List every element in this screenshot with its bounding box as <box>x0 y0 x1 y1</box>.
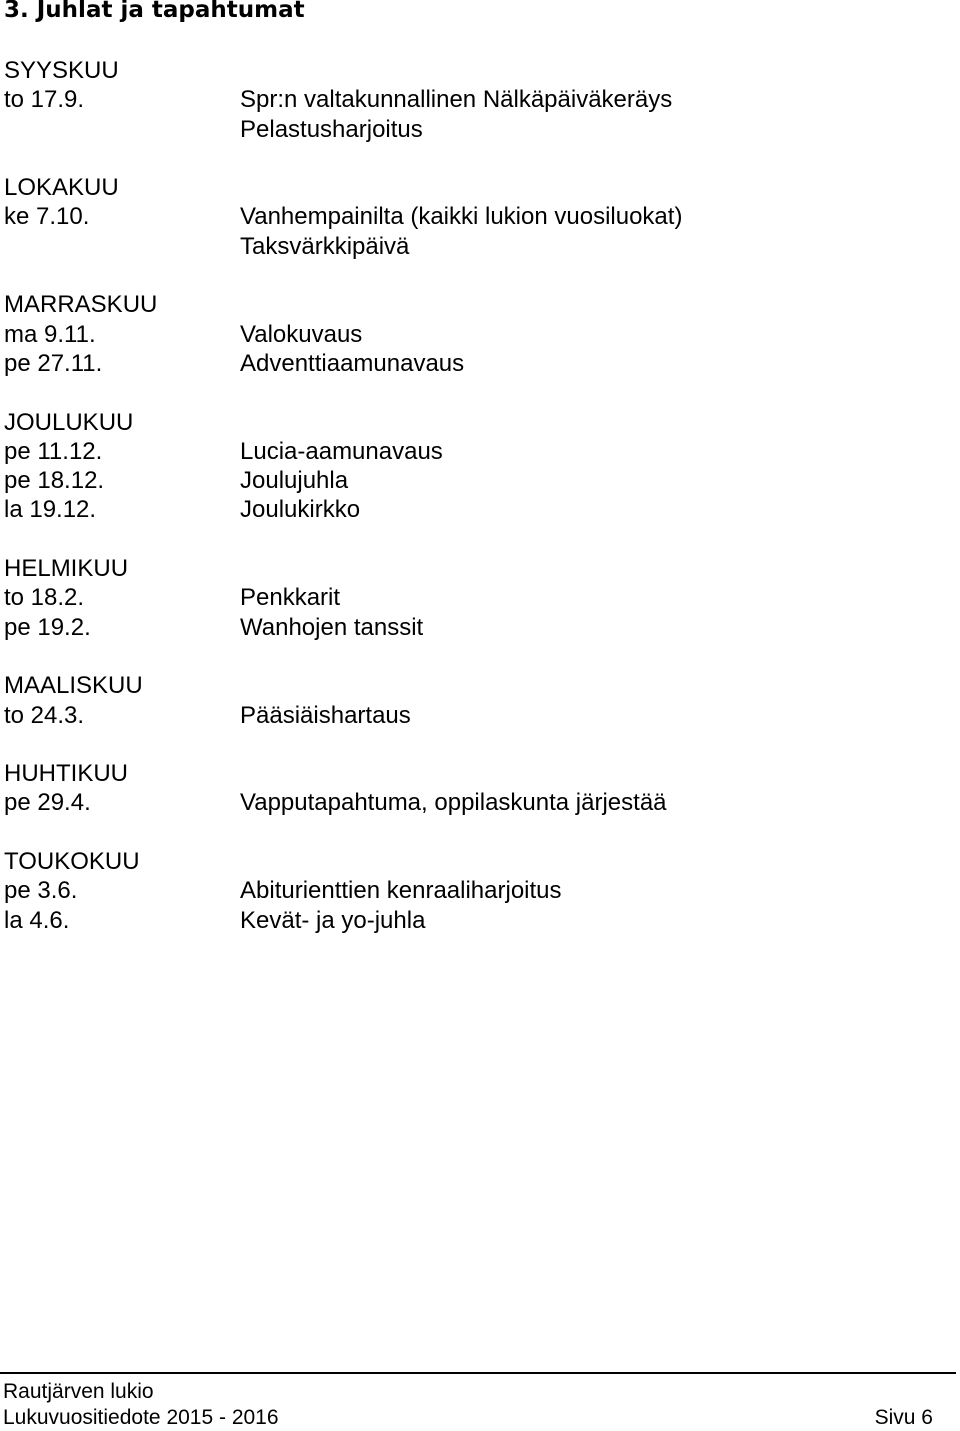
event-row <box>4 613 944 642</box>
event-date: pe 27.11. <box>4 349 103 377</box>
month-name: MARRASKUU <box>4 291 158 319</box>
event-row <box>4 788 944 817</box>
month-block <box>4 671 944 730</box>
event-title: Pääsiäishartaus <box>240 701 411 729</box>
month-block <box>4 56 944 144</box>
event-date: to 24.3. <box>4 701 85 729</box>
month-name: HUHTIKUU <box>4 760 128 788</box>
month-block <box>4 759 944 818</box>
event-row <box>4 232 944 261</box>
event-title: Pelastusharjoitus <box>240 115 423 143</box>
event-row <box>4 115 944 144</box>
event-title: Kevät- ja yo-juhla <box>240 906 426 934</box>
event-row <box>4 320 944 349</box>
footer-page-number: Sivu 6 <box>874 1406 933 1429</box>
event-row <box>4 85 944 114</box>
month-name: MAALISKUU <box>4 672 143 700</box>
month-block <box>4 554 944 642</box>
section-heading: 3. Juhlat ja tapahtumat <box>4 0 305 23</box>
month-name: SYYSKUU <box>4 57 119 84</box>
event-row <box>4 202 944 231</box>
event-title: Valokuvaus <box>240 320 363 348</box>
event-date: ma 9.11. <box>4 320 96 348</box>
event-date: pe 11.12. <box>4 437 103 465</box>
event-row <box>4 583 944 612</box>
footer-school: Rautjärven lukio <box>3 1380 154 1403</box>
event-date: to 17.9. <box>4 86 85 114</box>
event-date: pe 3.6. <box>4 877 78 905</box>
event-date: pe 18.12. <box>4 467 105 495</box>
event-title: Abiturienttien kenraaliharjoitus <box>240 877 562 905</box>
event-date: la 4.6. <box>4 906 70 934</box>
footer-school-line <box>3 1379 933 1405</box>
month-name: HELMIKUU <box>4 555 129 583</box>
footer-divider <box>0 1372 956 1374</box>
month-name: JOULUKUU <box>4 408 134 436</box>
footer-publication-line <box>3 1405 933 1431</box>
event-title: Wanhojen tanssit <box>240 613 424 641</box>
event-title: Vapputapahtuma, oppilaskunta järjestää <box>240 789 667 817</box>
event-date: pe 19.2. <box>4 613 91 641</box>
page-footer <box>3 1379 933 1431</box>
event-title: Taksvärkkipäivä <box>240 232 410 260</box>
event-date: pe 29.4. <box>4 789 91 817</box>
event-date: ke 7.10. <box>4 203 90 231</box>
event-row <box>4 701 944 730</box>
event-title: Adventtiaamunavaus <box>240 349 465 377</box>
month-block <box>4 290 944 378</box>
month-block <box>4 408 944 525</box>
event-title: Vanhempainilta (kaikki lukion vuosiluokat) <box>240 203 683 231</box>
event-row <box>4 466 944 495</box>
month-block <box>4 847 944 935</box>
event-row <box>4 437 944 466</box>
event-row <box>4 349 944 378</box>
event-date: la 19.12. <box>4 496 97 524</box>
month-name: TOUKOKUU <box>4 848 140 876</box>
event-date: to 18.2. <box>4 584 85 612</box>
event-row <box>4 906 944 935</box>
event-title: Lucia-aamunavaus <box>240 437 443 465</box>
event-title: Joulujuhla <box>240 467 349 495</box>
event-title: Joulukirkko <box>240 496 361 524</box>
month-name: LOKAKUU <box>4 174 119 202</box>
event-row <box>4 495 944 524</box>
event-title: Penkkarit <box>240 584 341 612</box>
event-title: Spr:n valtakunnallinen Nälkäpäiväkeräys <box>240 86 673 114</box>
month-block <box>4 173 944 261</box>
footer-publication: Lukuvuositiedote 2015 - 2016 <box>3 1406 279 1429</box>
event-schedule <box>4 56 944 964</box>
event-row <box>4 876 944 905</box>
